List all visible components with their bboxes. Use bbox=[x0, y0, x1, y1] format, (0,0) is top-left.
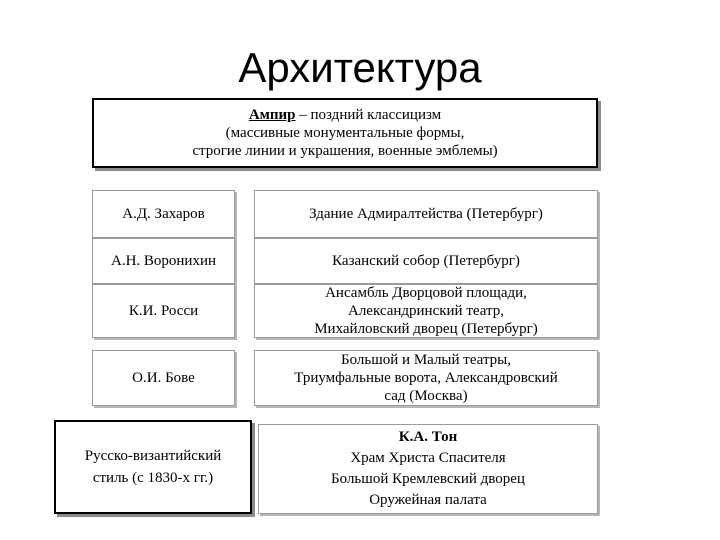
empire-definition-box bbox=[92, 98, 598, 168]
page-title: Архитектура bbox=[238, 44, 482, 91]
empire-term: Ампир bbox=[248, 107, 296, 123]
works-box-voronikhin bbox=[254, 238, 598, 284]
ton-work: Большой Кремлевский дворец bbox=[331, 471, 525, 487]
empire-definition-line bbox=[249, 106, 441, 124]
architect-name: К.И. Росси bbox=[128, 303, 199, 319]
architect-box-bove bbox=[92, 350, 235, 406]
ton-works-box bbox=[258, 424, 598, 514]
ton-work: Оружейная палата bbox=[369, 492, 487, 508]
works-line: сад (Москва) bbox=[384, 388, 468, 404]
architect-box-zakharov bbox=[92, 190, 235, 238]
empire-definition-rest: – поздний классицизм bbox=[295, 107, 442, 123]
russo-byzantine-line-2: стиль (с 1830-х гг.) bbox=[92, 470, 214, 486]
works-line: Александринский театр, bbox=[347, 303, 504, 319]
architect-box-voronikhin bbox=[92, 238, 235, 284]
architect-name: А.Д. Захаров bbox=[122, 206, 205, 222]
russo-byzantine-line-1: Русско-византийский bbox=[84, 448, 222, 464]
works-line: Ансамбль Дворцовой площади, bbox=[325, 285, 527, 301]
works-line: Большой и Малый театры, bbox=[340, 352, 512, 368]
works-box-zakharov bbox=[254, 190, 598, 238]
works-line: Казанский собор (Петербург) bbox=[332, 253, 520, 269]
ton-work: Храм Христа Спасителя bbox=[350, 450, 506, 466]
works-line: Триумфальные ворота, Александровский bbox=[294, 370, 558, 386]
architect-box-rossi bbox=[92, 284, 235, 338]
empire-line-3: строгие линии и украшения, военные эмблемы) bbox=[192, 143, 498, 159]
architect-name: А.Н. Воронихин bbox=[110, 253, 217, 269]
architect-name: О.И. Бове bbox=[132, 370, 195, 386]
empire-line-2: (массивные монументальные формы, bbox=[225, 125, 465, 141]
works-line: Здание Адмиралтейства (Петербург) bbox=[309, 206, 543, 222]
works-line: Михайловский дворец (Петербург) bbox=[314, 321, 538, 337]
russo-byzantine-box bbox=[54, 420, 252, 514]
works-box-bove bbox=[254, 350, 598, 406]
works-box-rossi bbox=[254, 284, 598, 338]
ton-name: К.А. Тон bbox=[398, 429, 458, 445]
